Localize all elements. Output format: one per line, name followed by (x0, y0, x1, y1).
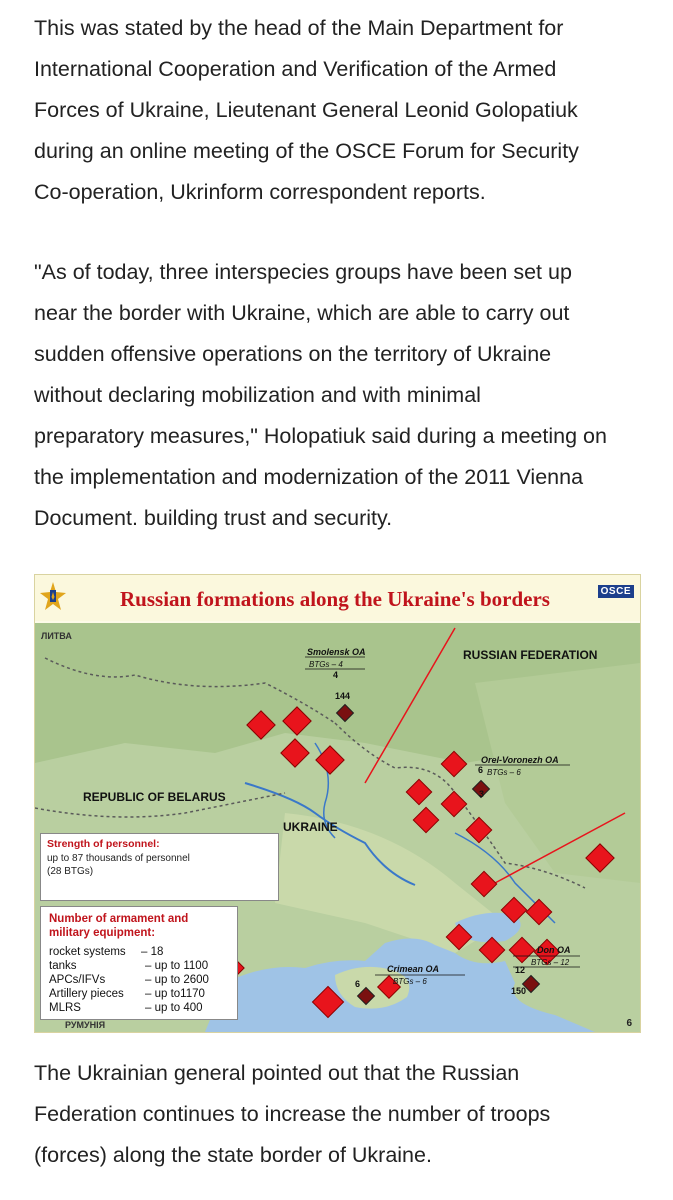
armament-heading-line-2: military equipment: (49, 927, 156, 939)
slide-title: Russian formations along the Ukraine's borders (120, 587, 550, 611)
paragraph-line: This was stated by the head of the Main Department for (34, 16, 564, 40)
osce-logo: OSCE (598, 585, 634, 598)
label-don-btgs: BTGs – 12 (531, 958, 570, 967)
label-orel-oa: Orel-Voronezh OA (481, 755, 559, 765)
slide-header (35, 575, 640, 621)
label-lithuania: ЛИТВА (41, 631, 72, 641)
paragraph-line: International Cooperation and Verification of the Armed (34, 57, 557, 81)
article-paragraph-3 (34, 1053, 654, 1176)
armament-name: rocket systems (49, 946, 126, 958)
label-orel-num: 6 (478, 765, 484, 775)
label-belarus: REPUBLIC OF BELARUS (83, 790, 226, 804)
armament-box (40, 906, 238, 1020)
strength-line-2: (28 BTGs) (47, 866, 94, 877)
label-romania: РУМУНІЯ (65, 1020, 106, 1030)
label-orel-num2: 3 (479, 789, 485, 799)
paragraph-line: sudden offensive operations on the territory of Ukraine (34, 342, 552, 366)
armament-name: MLRS (49, 1002, 81, 1014)
armament-row (49, 946, 164, 958)
armament-value: – up to 400 (145, 1002, 203, 1014)
label-crimean-btgs: BTGs – 6 (393, 977, 427, 986)
label-russia: RUSSIAN FEDERATION (463, 648, 598, 662)
strength-line-1: up to 87 thousands of personnel (47, 853, 190, 864)
strength-heading: Strength of personnel: (47, 838, 160, 850)
label-smolensk-oa: Smolensk OA (307, 647, 366, 657)
strength-of-personnel-box (40, 833, 279, 901)
label-orel-btgs: BTGs – 6 (487, 768, 521, 777)
paragraph-line: "As of today, three interspecies groups have been set up (34, 260, 572, 284)
label-div-150: 150 (511, 986, 527, 996)
armament-value: – up to 2600 (145, 974, 209, 986)
paragraph-line: preparatory measures," Holopatiuk said during a meeting on (34, 424, 607, 448)
label-don-oa: Don OA (537, 945, 571, 955)
label-smolensk-btgs: BTGs – 4 (309, 660, 343, 669)
armament-value: – up to1170 (145, 988, 205, 1000)
paragraph-line: The Ukrainian general pointed out that the Russian (34, 1061, 520, 1085)
paragraph-line: Forces of Ukraine, Lieutenant General Leonid Golopatiuk (34, 98, 578, 122)
armament-row (49, 960, 209, 972)
paragraph-line: during an online meeting of the OSCE Forum for Security (34, 139, 579, 163)
label-div-144: 144 (335, 691, 351, 701)
label-smolensk-num: 4 (333, 670, 339, 680)
armament-name: APCs/IFVs (49, 974, 106, 986)
armed-forces-emblem-icon (39, 581, 67, 615)
armament-row (49, 1002, 203, 1014)
paragraph-line: Document. building trust and security. (34, 506, 393, 530)
article-paragraph-2 (34, 252, 654, 539)
armament-value: – up to 1100 (145, 960, 209, 972)
label-crimean-num: 6 (355, 979, 361, 989)
article-image-slide[interactable] (34, 574, 641, 1033)
article-paragraph-1 (34, 8, 654, 213)
armament-heading-line-1: Number of armament and (49, 913, 189, 925)
label-crimean-oa: Crimean OA (387, 964, 440, 974)
armament-heading (49, 912, 188, 940)
armament-row (49, 988, 205, 1000)
label-ukraine: UKRAINE (283, 820, 338, 834)
paragraph-line: near the border with Ukraine, which are able to carry out (34, 301, 570, 325)
paragraph-line: Federation continues to increase the number of troops (34, 1102, 551, 1126)
slide-page-number: 6 (626, 1018, 632, 1029)
armament-value: – 18 (141, 946, 164, 958)
label-don-num: 12 (515, 965, 526, 975)
paragraph-line: without declaring mobilization and with minimal (34, 383, 481, 407)
paragraph-line: Co-operation, Ukrinform correspondent reports. (34, 180, 486, 204)
armament-name: tanks (49, 960, 77, 972)
armament-row (49, 974, 209, 986)
armament-name: Artillery pieces (49, 988, 124, 1000)
paragraph-line: the implementation and modernization of the 2011 Vienna (34, 465, 584, 489)
paragraph-line: (forces) along the state border of Ukraine. (34, 1143, 432, 1167)
